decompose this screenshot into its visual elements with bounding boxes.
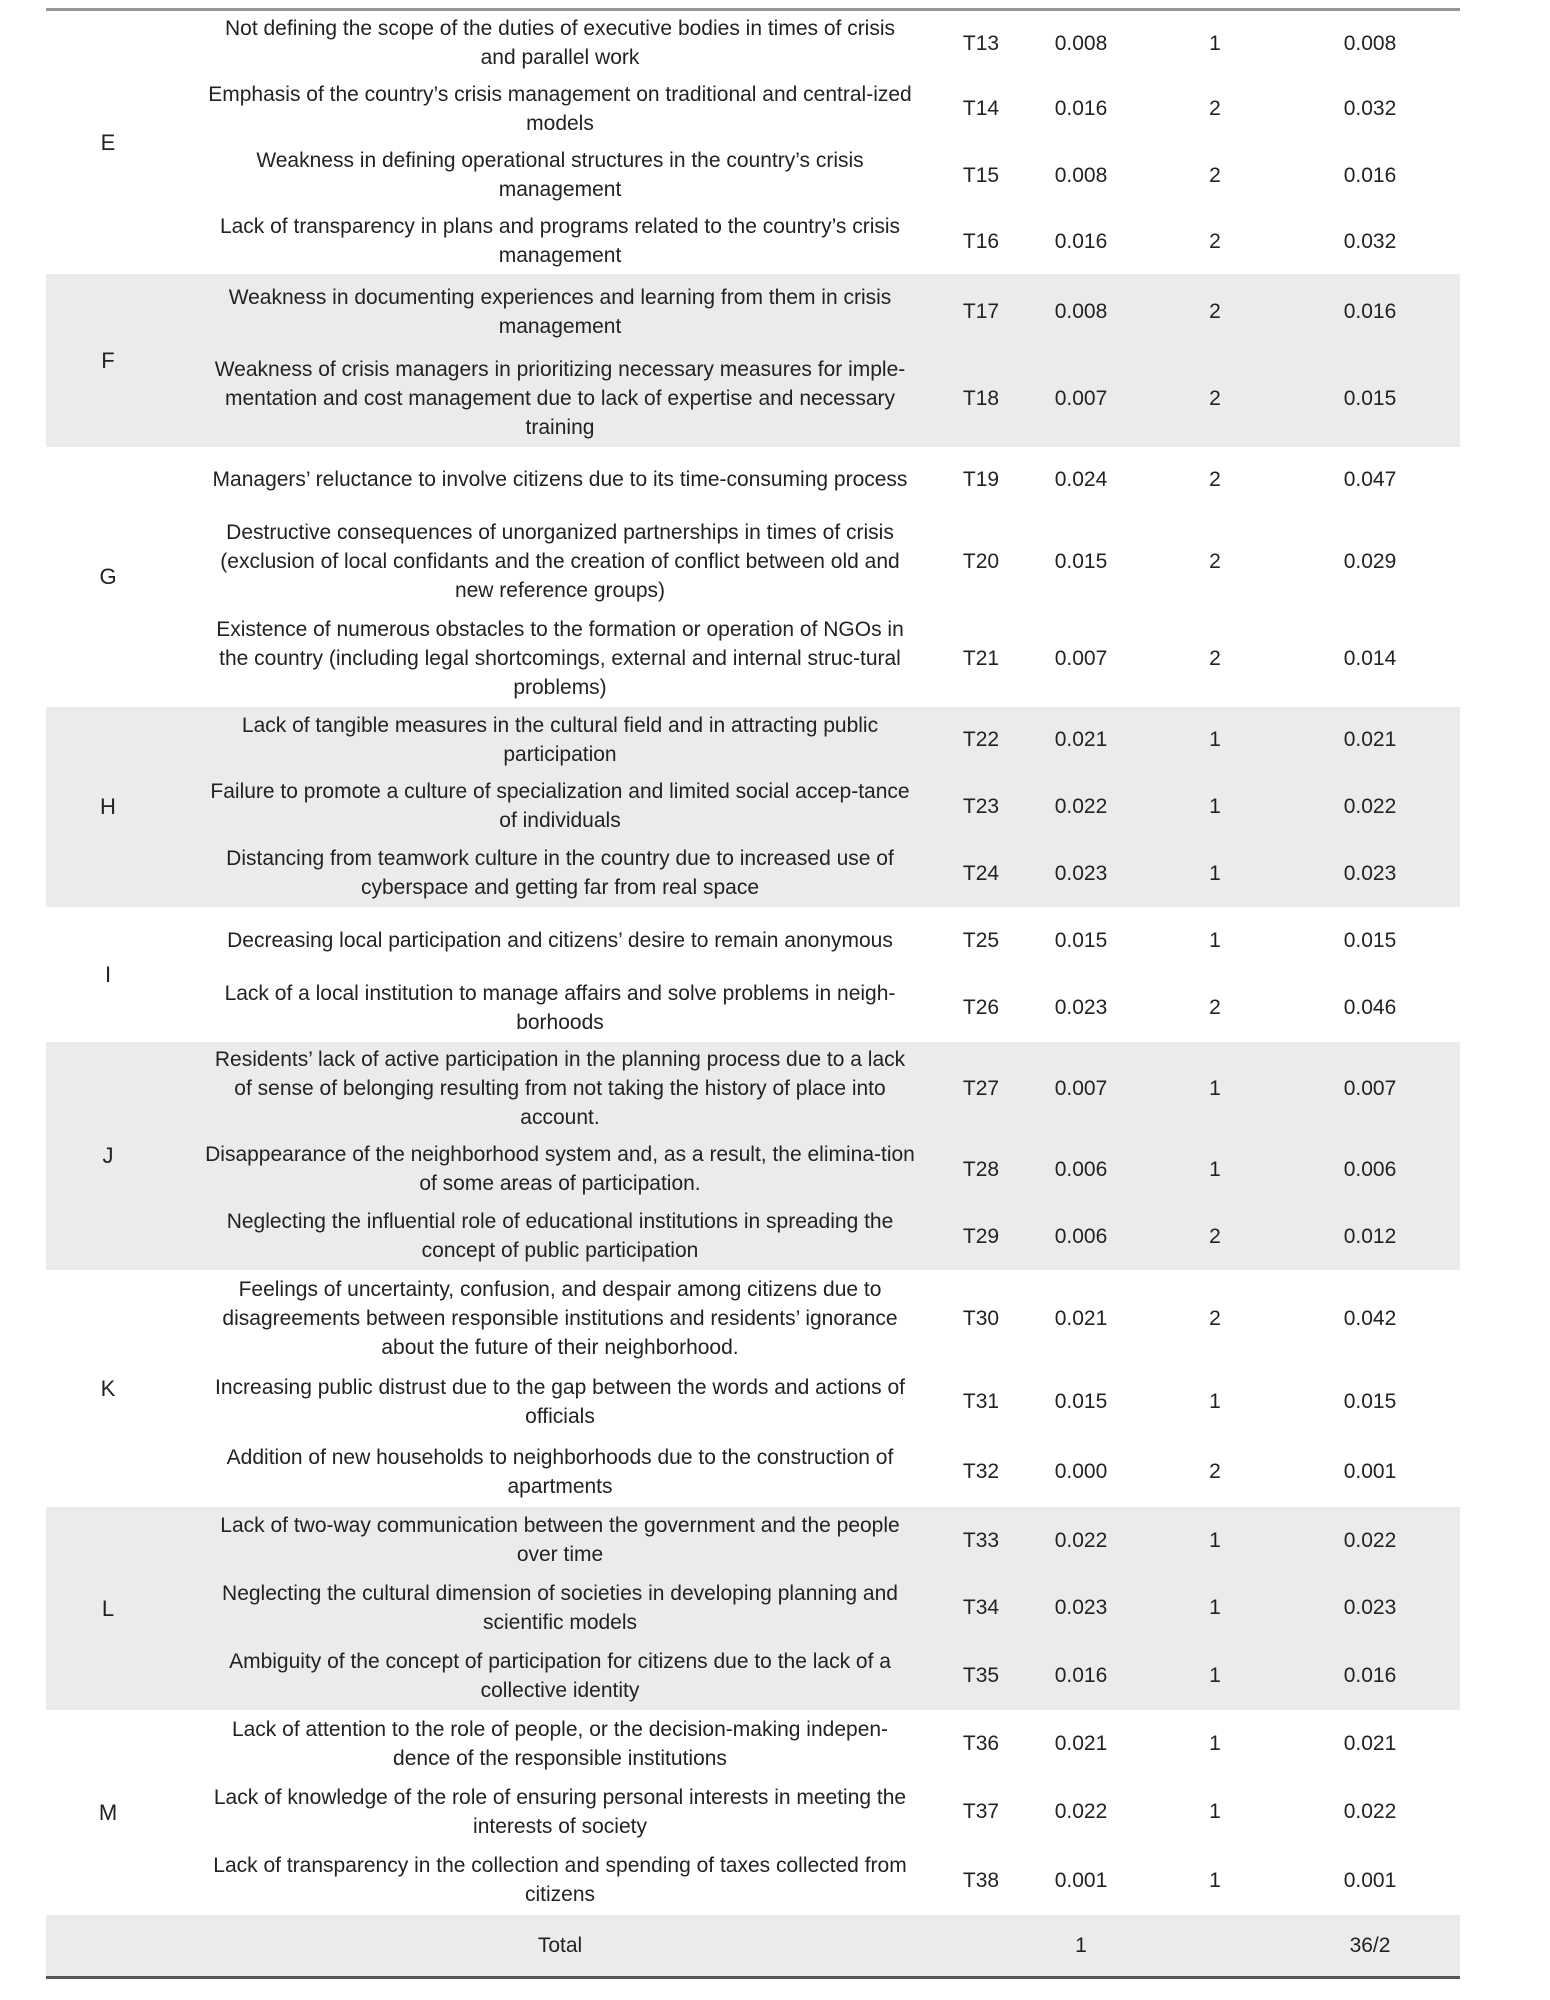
threat-code: T37 (962, 1800, 1000, 1823)
total-letter-cell (46, 1915, 170, 1978)
threat-repetition-count: 1 (1150, 773, 1280, 840)
threat-score: 0.029 (1343, 549, 1397, 573)
total-label: Total (170, 1915, 950, 1978)
threat-repetition-count: 1 (1150, 1507, 1280, 1574)
threat-description-text: Not defining the scope of the duties of executive bodies in times of crisis and parallel work (224, 17, 896, 70)
threat-weight: 0.021 (1054, 1306, 1108, 1330)
threat-code: T27 (950, 1042, 1012, 1136)
threat-row (46, 76, 1460, 142)
threat-description (170, 10, 950, 76)
threat-code: T16 (962, 229, 1000, 253)
threat-repetition-count: 2 (1209, 1306, 1221, 1330)
threat-weight: 0.006 (1012, 1203, 1150, 1270)
threat-description (170, 1270, 950, 1367)
threat-score: 0.001 (1343, 1460, 1397, 1483)
threat-weight: 0.000 (1054, 1460, 1108, 1483)
threats-weights-table (46, 8, 1460, 1979)
threat-row (46, 1203, 1460, 1270)
threat-description-text: Emphasis of the country’s crisis management on traditional and central-ized models (208, 82, 912, 135)
threat-score: 0.015 (1343, 1390, 1397, 1413)
threat-description-text: Weakness in defining operational structures in the country’s crisis management (256, 149, 864, 201)
threat-weight: 0.007 (1054, 646, 1108, 670)
threat-description-text: Lack of knowledge of the role of ensuring personal interests in meeting the interests of society (213, 1785, 907, 1838)
total-count-cell (1150, 1915, 1280, 1978)
threat-description-text: Lack of tangible measures in the cultural field and in attracting public participation (241, 713, 879, 766)
threat-repetition-count: 1 (1209, 1732, 1221, 1755)
threat-repetition-count: 1 (1150, 707, 1280, 773)
threat-score: 0.032 (1343, 97, 1397, 120)
threat-repetition-count: 2 (1209, 996, 1221, 1019)
threat-row (46, 773, 1460, 840)
threat-score: 0.032 (1343, 229, 1397, 253)
threat-row (46, 1042, 1460, 1136)
threat-score: 0.014 (1343, 646, 1397, 670)
threat-repetition-count: 2 (1209, 468, 1221, 491)
threat-description-text: Lack of two-way communication between the government and the people over time (220, 1514, 900, 1566)
threat-weight: 0.007 (1012, 1042, 1150, 1136)
threat-weight: 0.023 (1012, 1574, 1150, 1642)
threat-row (46, 274, 1460, 350)
threat-row (46, 10, 1460, 76)
threat-score: 0.022 (1280, 773, 1460, 840)
threat-weight: 0.007 (1012, 350, 1150, 447)
threat-weight: 0.021 (1012, 707, 1150, 773)
threat-row (46, 1136, 1460, 1203)
threat-description-text: Lack of attention to the role of people, or the decision-making indepen-dence of the responsible institutions (231, 1717, 889, 1770)
threat-row (46, 840, 1460, 907)
group-letter-cell: F (46, 274, 170, 447)
threat-code: T19 (962, 468, 1000, 491)
threat-code: T15 (962, 163, 1000, 187)
threat-description (170, 209, 950, 274)
threat-code: T22 (950, 707, 1012, 773)
group-letter-cell: L (46, 1507, 170, 1710)
threat-score: 0.021 (1343, 1732, 1397, 1755)
threat-description (170, 907, 950, 974)
threat-row (46, 447, 1460, 513)
threat-weight: 0.023 (1054, 996, 1108, 1019)
threat-code: T38 (962, 1868, 1000, 1892)
group-letter-cell: J (46, 1042, 170, 1270)
threat-row (46, 1507, 1460, 1574)
total-row (46, 1915, 1460, 1978)
threat-description-text: Lack of a local institution to manage affairs and solve problems in neigh-borhoods (224, 981, 896, 1034)
threat-repetition-count: 1 (1209, 1390, 1221, 1413)
threat-description (170, 707, 950, 773)
threat-row (46, 1642, 1460, 1710)
threat-weight: 0.008 (1012, 274, 1150, 350)
threat-description-text: Neglecting the influential role of educational institutions in spreading the concept of public participation (226, 1210, 894, 1262)
threat-repetition-count: 2 (1209, 1460, 1221, 1483)
threat-description (170, 1778, 950, 1846)
threat-description-text: Weakness in documenting experiences and learning from them in crisis management (228, 285, 892, 338)
threat-repetition-count: 2 (1150, 1203, 1280, 1270)
threat-repetition-count: 1 (1150, 1574, 1280, 1642)
threat-score: 0.047 (1343, 468, 1397, 491)
threat-score: 0.023 (1280, 1574, 1460, 1642)
threat-description (170, 773, 950, 840)
threat-weight: 0.008 (1054, 31, 1108, 55)
threat-weight: 0.008 (1054, 163, 1108, 187)
threat-description (170, 840, 950, 907)
threat-repetition-count: 2 (1209, 229, 1221, 253)
threat-code: T23 (950, 773, 1012, 840)
threat-description (170, 1042, 950, 1136)
threat-description (170, 513, 950, 610)
threat-description (170, 610, 950, 707)
threat-weight: 0.015 (1054, 549, 1108, 573)
threat-code: T31 (962, 1390, 1000, 1413)
threat-code: T24 (950, 840, 1012, 907)
threat-score: 0.022 (1343, 1800, 1397, 1823)
threat-repetition-count: 1 (1150, 840, 1280, 907)
threat-repetition-count: 1 (1209, 1868, 1221, 1892)
threat-code: T35 (950, 1642, 1012, 1710)
threat-weight: 0.021 (1054, 1732, 1108, 1755)
threat-description (170, 1136, 950, 1203)
threat-description-text: Weakness of crisis managers in prioritizing necessary measures for imple-mentation and cost management due to lack of expertise and necessary training (214, 357, 906, 439)
threat-description (170, 76, 950, 142)
total-score: 36/2 (1280, 1915, 1460, 1978)
threat-weight: 0.015 (1054, 928, 1108, 952)
total-code-cell (950, 1915, 1012, 1978)
threat-weight: 0.022 (1054, 1800, 1108, 1823)
threat-code: T21 (962, 646, 1000, 670)
group-letter-cell: G (99, 564, 117, 589)
threat-score: 0.016 (1280, 1642, 1460, 1710)
threat-row (46, 707, 1460, 773)
threat-description-text: Managers’ reluctance to involve citizens due to its time-consuming process (212, 468, 908, 491)
threat-row (46, 1778, 1460, 1846)
threat-repetition-count: 2 (1209, 549, 1221, 573)
threat-description (170, 1574, 950, 1642)
threat-code: T17 (950, 274, 1012, 350)
threat-score: 0.042 (1343, 1306, 1397, 1330)
threat-repetition-count: 1 (1150, 1042, 1280, 1136)
threat-code: T32 (962, 1460, 1000, 1483)
threat-weight: 0.022 (1012, 1507, 1150, 1574)
threat-score: 0.016 (1280, 274, 1460, 350)
threat-description (170, 1203, 950, 1270)
threat-row (46, 907, 1460, 974)
threat-weight: 0.016 (1012, 1642, 1150, 1710)
threat-score: 0.007 (1280, 1042, 1460, 1136)
total-weight: 1 (1012, 1915, 1150, 1978)
threat-score: 0.023 (1280, 840, 1460, 907)
threat-description (170, 142, 950, 209)
threat-score: 0.006 (1280, 1136, 1460, 1203)
threat-weight: 0.006 (1012, 1136, 1150, 1203)
threat-description (170, 1437, 950, 1507)
threat-code: T36 (962, 1732, 1000, 1755)
threat-weight: 0.015 (1054, 1390, 1108, 1413)
threat-description (170, 1367, 950, 1437)
threat-score: 0.022 (1280, 1507, 1460, 1574)
threat-code: T28 (950, 1136, 1012, 1203)
threat-repetition-count: 2 (1209, 163, 1221, 187)
threat-score: 0.015 (1343, 928, 1397, 952)
threat-repetition-count: 2 (1150, 350, 1280, 447)
threat-repetition-count: 1 (1209, 31, 1221, 55)
threat-description-text: Lack of transparency in plans and programs related to the country’s crisis management (219, 215, 901, 267)
threat-code: T25 (962, 928, 1000, 952)
threat-row (46, 1574, 1460, 1642)
threat-code: T13 (962, 31, 1000, 55)
threat-weight: 0.001 (1054, 1868, 1108, 1892)
threat-repetition-count: 1 (1150, 1136, 1280, 1203)
threat-code: T26 (962, 996, 1000, 1019)
threat-description-text: Disappearance of the neighborhood system and, as a result, the elimina-tion of some areas of participation. (205, 1143, 915, 1195)
threat-weight: 0.024 (1054, 468, 1108, 491)
threat-description-text: Existence of numerous obstacles to the formation or operation of NGOs in the country (including legal shortcomings, external and internal struc-tural problems) (216, 617, 904, 699)
threat-row (46, 974, 1460, 1042)
threat-score: 0.016 (1343, 163, 1397, 187)
threat-description-text: Ambiguity of the concept of participation for citizens due to the lack of a collective identity (229, 1649, 891, 1702)
threat-score: 0.001 (1343, 1868, 1397, 1892)
threat-score: 0.008 (1343, 31, 1397, 55)
threat-code: T14 (962, 97, 1000, 120)
threat-weight: 0.022 (1012, 773, 1150, 840)
threat-description (170, 274, 950, 350)
group-letter-cell: I (104, 961, 112, 987)
threat-repetition-count: 1 (1209, 1800, 1221, 1823)
threat-code: T29 (950, 1203, 1012, 1270)
threat-description-text: Distancing from teamwork culture in the country due to increased use of cyberspace and getting far from real space (226, 847, 894, 899)
threat-row (46, 1710, 1460, 1778)
threat-repetition-count: 1 (1150, 1642, 1280, 1710)
threat-code: T30 (962, 1306, 1000, 1330)
threat-row (46, 1270, 1460, 1367)
threat-description-text: Neglecting the cultural dimension of societies in developing planning and scientific models (222, 1581, 898, 1634)
threat-description (170, 1642, 950, 1710)
threat-weight: 0.016 (1054, 97, 1108, 120)
threat-description (170, 447, 950, 513)
threat-row (46, 1367, 1460, 1437)
threat-description (170, 1710, 950, 1778)
threat-repetition-count: 2 (1209, 646, 1221, 670)
threat-weight: 0.016 (1054, 229, 1108, 253)
threat-weight: 0.023 (1012, 840, 1150, 907)
threat-code: T18 (950, 350, 1012, 447)
threat-code: T34 (950, 1574, 1012, 1642)
threat-repetition-count: 1 (1209, 928, 1221, 952)
threat-description-text: Decreasing local participation and citizens’ desire to remain anonymous (227, 928, 893, 952)
threat-description-text: Increasing public distrust due to the gap between the words and actions of officials (215, 1375, 905, 1428)
threat-repetition-count: 2 (1150, 274, 1280, 350)
threat-score: 0.046 (1343, 996, 1397, 1019)
group-letter-cell: H (46, 707, 170, 907)
group-letter-cell: E (100, 129, 116, 155)
threat-row (46, 1846, 1460, 1915)
threat-description-text: Addition of new households to neighborhoods due to the construction of apartments (226, 1445, 894, 1498)
threat-score: 0.021 (1280, 707, 1460, 773)
threat-description-text: Residents’ lack of active participation in the planning process due to a lack of sense of belonging resulting from not taking the history of place into account. (214, 1048, 906, 1129)
threat-description (170, 1507, 950, 1574)
threat-description-text: Destructive consequences of unorganized partnerships in times of crisis (exclusion of local confidants and the creation of conflict between old and new reference groups) (220, 520, 900, 602)
threat-description-text: Failure to promote a culture of specialization and limited social accep-tance of individuals (210, 780, 910, 832)
threat-score: 0.015 (1280, 350, 1460, 447)
threat-description (170, 1846, 950, 1915)
threat-description (170, 350, 950, 447)
threat-description-text: Feelings of uncertainty, confusion, and despair among citizens due to disagreements between responsible institutions and residents’ ignorance about the future of their neighborhood. (222, 1277, 898, 1359)
threat-row (46, 610, 1460, 707)
threat-description-text: Lack of transparency in the collection and spending of taxes collected from citizens (213, 1854, 907, 1906)
threat-row (46, 1437, 1460, 1507)
group-letter-cell: K (100, 1375, 116, 1401)
threat-code: T20 (962, 549, 1000, 573)
threat-row (46, 513, 1460, 610)
threat-description (170, 974, 950, 1042)
threat-code: T33 (950, 1507, 1012, 1574)
threat-repetition-count: 2 (1209, 97, 1221, 120)
group-letter-cell: M (98, 1799, 118, 1825)
threat-row (46, 209, 1460, 274)
threat-row (46, 142, 1460, 209)
threat-row (46, 350, 1460, 447)
threat-score: 0.012 (1280, 1203, 1460, 1270)
